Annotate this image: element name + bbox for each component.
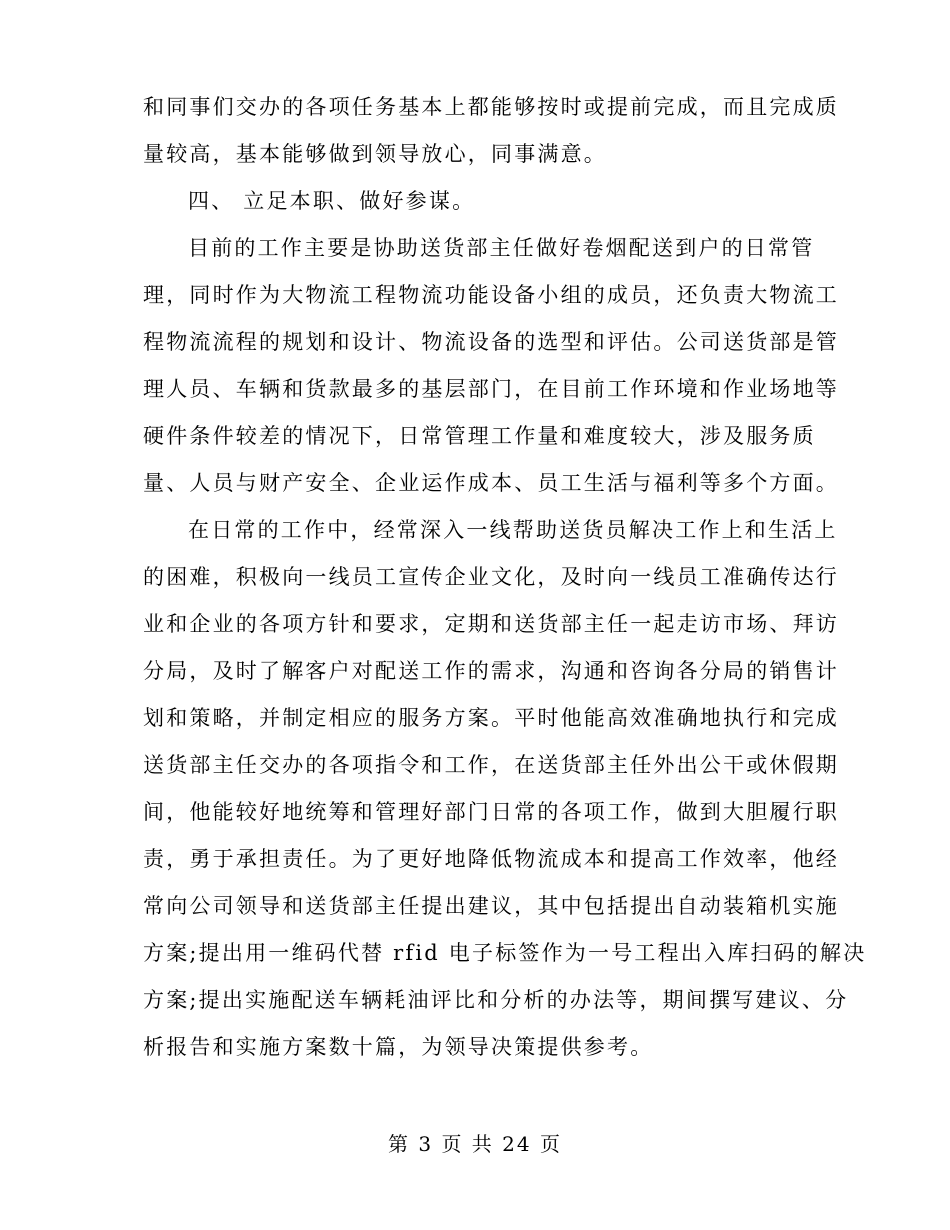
body-line-17: 责，勇于承担责任。为了更好地降低物流成本和提高工作效率，他经 <box>143 847 839 871</box>
section-heading: 四、 立足本职、做好参谋。 <box>188 189 476 213</box>
body-line-16: 间，他能较好地统筹和管理好部门日常的各项工作，做到大胆履行职 <box>143 800 839 824</box>
body-line-1: 和同事们交办的各项任务基本上都能够按时或提前完成，而且完成质 <box>143 95 839 119</box>
body-line-8: 硬件条件较差的情况下，日常管理工作量和难度较大，涉及服务质 <box>143 424 816 448</box>
body-line-2: 量较高，基本能够做到领导放心，同事满意。 <box>143 142 607 166</box>
body-line-6: 程物流流程的规划和设计、物流设备的选型和评估。公司送货部是管 <box>143 330 839 354</box>
body-line-7: 理人员、车辆和货款最多的基层部门，在目前工作环境和作业场地等 <box>143 377 839 401</box>
body-line-15: 送货部主任交办的各项指令和工作，在送货部主任外出公干或休假期 <box>143 753 839 777</box>
body-line-20: 方案;提出实施配送车辆耗油评比和分析的办法等，期间撰写建议、分 <box>143 988 849 1012</box>
body-line-11: 的困难，积极向一线员工宣传企业文化，及时向一线员工准确传达行 <box>143 565 839 589</box>
paragraph-start-line: 在日常的工作中，经常深入一线帮助送货员解决工作上和生活上 <box>188 518 838 542</box>
body-line-19: 方案;提出用一维码代替 rfid 电子标签作为一号工程出入库扫码的解决 <box>143 941 867 965</box>
body-line-13: 分局，及时了解客户对配送工作的需求，沟通和咨询各分局的销售计 <box>143 659 839 683</box>
body-line-12: 业和企业的各项方针和要求，定期和送货部主任一起走访市场、拜访 <box>143 612 839 636</box>
paragraph-start-line: 目前的工作主要是协助送货部主任做好卷烟配送到户的日常管 <box>188 236 815 260</box>
body-line-9: 量、人员与财产安全、企业运作成本、员工生活与福利等多个方面。 <box>143 471 839 495</box>
page-number-footer: 第 3 页 共 24 页 <box>388 1132 562 1156</box>
body-line-18: 常向公司领导和送货部主任提出建议，其中包括提出自动装箱机实施 <box>143 894 839 918</box>
body-line-21: 析报告和实施方案数十篇，为领导决策提供参考。 <box>143 1035 654 1059</box>
body-line-5: 理，同时作为大物流工程物流功能设备小组的成员，还负责大物流工 <box>143 283 839 307</box>
document-body <box>143 84 867 1071</box>
body-line-14: 划和策略，并制定相应的服务方案。平时他能高效准确地执行和完成 <box>143 706 839 730</box>
